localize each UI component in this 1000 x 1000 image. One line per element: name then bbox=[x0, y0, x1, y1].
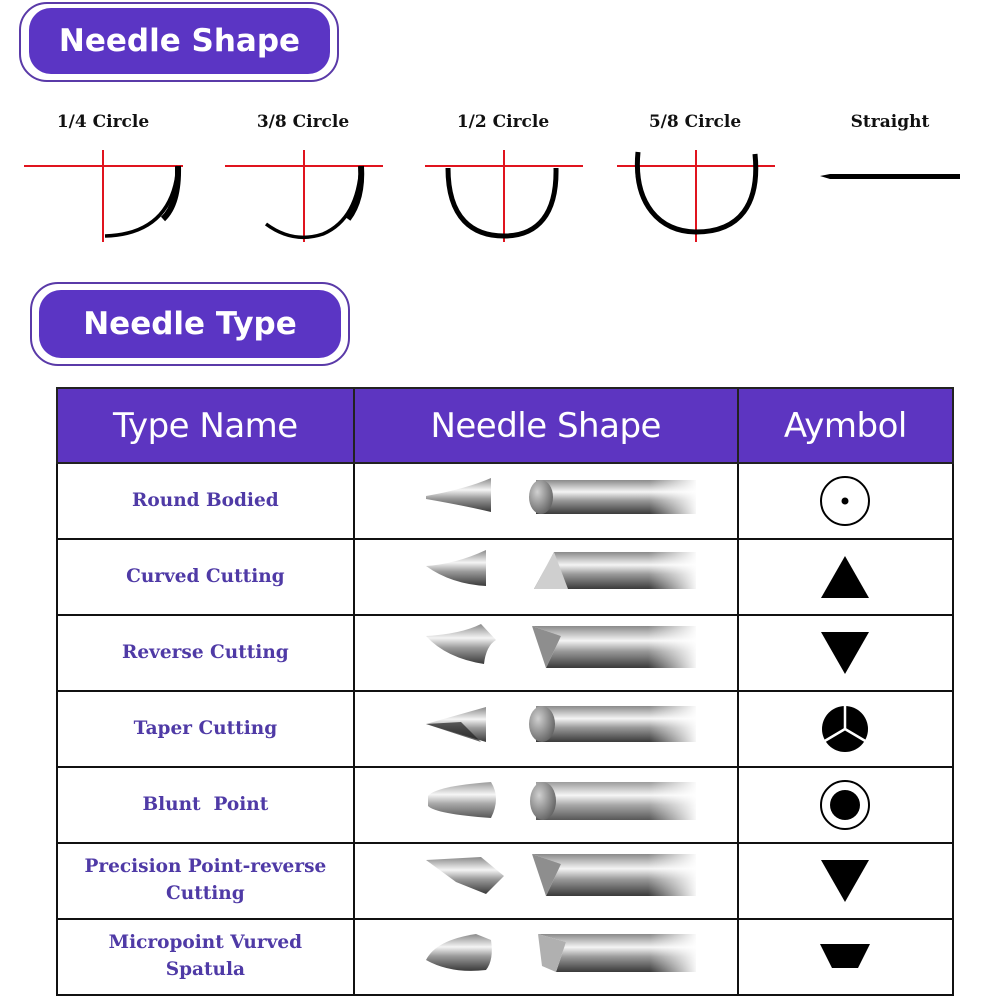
table-header-row bbox=[57, 388, 953, 463]
symbol-cell bbox=[738, 615, 953, 691]
type-name-cell bbox=[57, 919, 354, 995]
half-circle-needle-icon bbox=[413, 144, 593, 244]
needle-shape-cell bbox=[354, 615, 738, 691]
round-bodied-needle-icon bbox=[356, 464, 736, 534]
type-name: Curved Cutting bbox=[126, 565, 285, 587]
type-name-cell bbox=[57, 615, 354, 691]
type-name-cell bbox=[57, 539, 354, 615]
type-name: Blunt Point bbox=[142, 793, 269, 815]
shape-label: 1/4 Circle bbox=[56, 112, 150, 132]
symbol-cell bbox=[738, 463, 953, 539]
shape-quarter-circle bbox=[13, 108, 193, 248]
needle-shape-cell bbox=[354, 919, 738, 995]
shape-three-eighths-circle bbox=[213, 108, 393, 248]
tri-segment-circle-icon bbox=[818, 702, 872, 756]
micropoint-spatula-needle-icon bbox=[356, 920, 736, 990]
shape-half-circle bbox=[413, 108, 593, 248]
three-eighths-circle-needle-icon bbox=[213, 144, 393, 244]
precision-point-needle-icon bbox=[356, 844, 736, 914]
shape-label: 3/8 Circle bbox=[256, 112, 350, 132]
type-name-line2: Cutting bbox=[166, 883, 245, 904]
table-row bbox=[57, 615, 953, 691]
type-name-cell bbox=[57, 691, 354, 767]
symbol-cell bbox=[738, 767, 953, 843]
shape-label: 1/2 Circle bbox=[456, 112, 550, 132]
header-needle-shape: Needle Shape bbox=[354, 388, 738, 463]
shape-label: 5/8 Circle bbox=[648, 112, 742, 132]
circle-with-dot-icon bbox=[818, 474, 872, 528]
needle-shape-cell bbox=[354, 843, 738, 919]
needle-shape-cell bbox=[354, 691, 738, 767]
header-type-name: Type Name bbox=[57, 388, 354, 463]
type-name-cell bbox=[57, 843, 354, 919]
table-row bbox=[57, 919, 953, 995]
type-name: Round Bodied bbox=[132, 489, 279, 511]
symbol-cell bbox=[738, 539, 953, 615]
table-row bbox=[57, 691, 953, 767]
reverse-cutting-needle-icon bbox=[356, 616, 736, 686]
shape-five-eighths-circle bbox=[605, 108, 785, 248]
shape-label: Straight bbox=[850, 112, 930, 132]
five-eighths-circle-needle-icon bbox=[605, 144, 785, 244]
needle-type-header bbox=[39, 290, 341, 358]
type-name-line2: Spatula bbox=[165, 959, 245, 980]
needle-type-title: Needle Type bbox=[83, 306, 297, 342]
type-name: Taper Cutting bbox=[133, 717, 278, 739]
blunt-point-needle-icon bbox=[356, 768, 736, 838]
table-row bbox=[57, 767, 953, 843]
taper-cutting-needle-icon bbox=[356, 692, 736, 762]
table-row bbox=[57, 539, 953, 615]
type-name-cell bbox=[57, 767, 354, 843]
ringed-dot-icon bbox=[818, 778, 872, 832]
symbol-cell bbox=[738, 843, 953, 919]
table-row bbox=[57, 463, 953, 539]
triangle-down-icon bbox=[818, 630, 872, 676]
needle-shape-cell bbox=[354, 539, 738, 615]
type-name: Precision Point-reverse bbox=[84, 856, 327, 878]
quarter-circle-needle-icon bbox=[13, 144, 193, 244]
triangle-up-icon bbox=[818, 554, 872, 600]
header-symbol: Aymbol bbox=[738, 388, 953, 463]
triangle-down-icon bbox=[818, 858, 872, 904]
needle-shape-header bbox=[29, 8, 330, 74]
type-name: Micropoint Vurved bbox=[108, 932, 303, 954]
type-name-cell bbox=[57, 463, 354, 539]
symbol-cell bbox=[738, 919, 953, 995]
symbol-cell bbox=[738, 691, 953, 767]
curved-cutting-needle-icon bbox=[356, 540, 736, 610]
needle-shape-title: Needle Shape bbox=[58, 23, 301, 59]
type-name: Reverse Cutting bbox=[122, 641, 289, 663]
needle-shape-cell bbox=[354, 767, 738, 843]
shape-straight bbox=[800, 108, 980, 248]
needle-shape-cell bbox=[354, 463, 738, 539]
needle-type-table bbox=[56, 387, 954, 996]
trapezoid-down-icon bbox=[818, 942, 872, 972]
straight-needle-icon bbox=[800, 144, 980, 244]
table-row bbox=[57, 843, 953, 919]
